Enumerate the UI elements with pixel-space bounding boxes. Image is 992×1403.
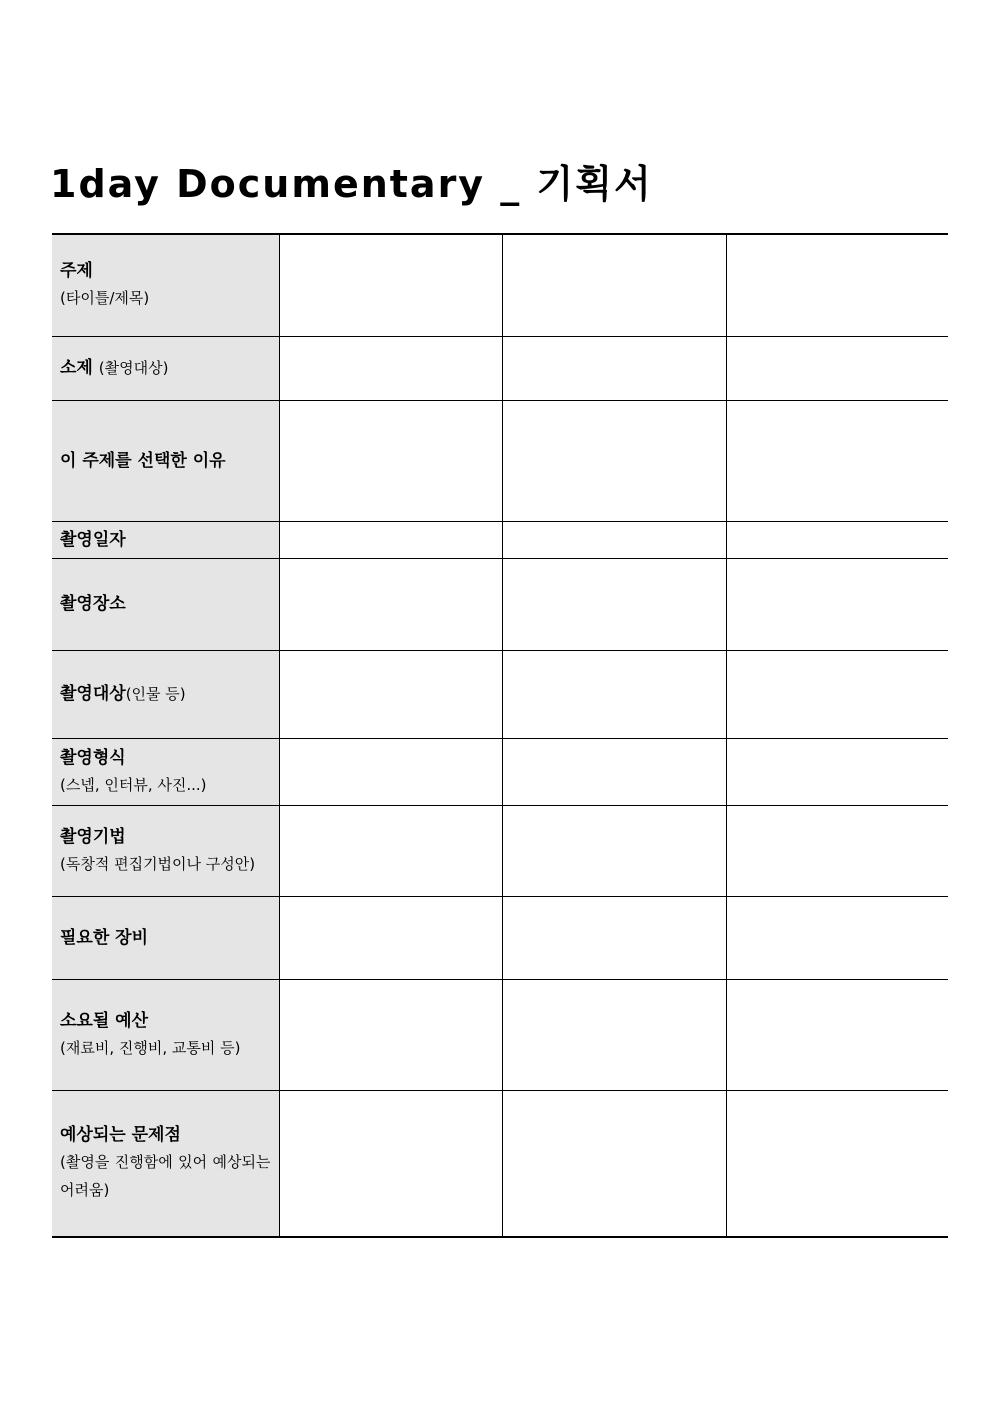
label-problems (52, 1090, 279, 1237)
cell-subtopic-2[interactable] (502, 336, 726, 400)
cell-equipment-2[interactable] (502, 896, 726, 979)
cell-subject-1[interactable] (279, 650, 502, 738)
cell-format-2[interactable] (502, 738, 726, 805)
label-topic-main: 주제 (60, 261, 93, 282)
row-format (52, 738, 948, 805)
label-problems-sub: (촬영을 진행함에 있어 예상되는 어려움) (60, 1153, 271, 1200)
row-budget (52, 979, 948, 1090)
label-subject-main: 촬영대상 (60, 684, 126, 704)
label-topic-sub: (타이틀/제목) (60, 289, 150, 308)
row-problems (52, 1090, 948, 1237)
row-equipment (52, 896, 948, 979)
cell-problems-2[interactable] (502, 1090, 726, 1237)
cell-equipment-3[interactable] (726, 896, 948, 979)
cell-reason-1[interactable] (279, 400, 502, 521)
label-budget (52, 979, 279, 1090)
label-technique (52, 805, 279, 896)
label-format-sub: (스넵, 인터뷰, 사진...) (60, 775, 207, 794)
label-location-main: 촬영장소 (60, 594, 126, 614)
cell-subject-3[interactable] (726, 650, 948, 738)
cell-subtopic-3[interactable] (726, 336, 948, 400)
label-shoot-date-main: 촬영일자 (60, 529, 126, 550)
cell-reason-3[interactable] (726, 400, 948, 521)
label-reason-main: 이 주제를 선택한 이유 (60, 450, 226, 471)
cell-equipment-1[interactable] (279, 896, 502, 979)
cell-location-2[interactable] (502, 558, 726, 650)
cell-shoot-date-1[interactable] (279, 521, 502, 558)
row-technique (52, 805, 948, 896)
cell-budget-2[interactable] (502, 979, 726, 1090)
cell-subtopic-1[interactable] (279, 336, 502, 400)
cell-format-3[interactable] (726, 738, 948, 805)
cell-problems-3[interactable] (726, 1090, 948, 1237)
label-budget-sub: (재료비, 진행비, 교통비 등) (60, 1038, 241, 1057)
label-budget-main: 소요될 예산 (60, 1010, 149, 1031)
cell-technique-2[interactable] (502, 805, 726, 896)
cell-technique-3[interactable] (726, 805, 948, 896)
row-reason (52, 400, 948, 521)
label-technique-sub: (독창적 편집기법이나 구성안) (60, 854, 256, 873)
cell-topic-3[interactable] (726, 234, 948, 336)
planning-table (52, 233, 948, 1238)
label-subtopic-sub: (촬영대상) (98, 359, 169, 377)
label-technique-main: 촬영기법 (60, 826, 126, 847)
row-shoot-date (52, 521, 948, 558)
label-shoot-date (52, 521, 279, 558)
label-reason (52, 400, 279, 521)
cell-shoot-date-3[interactable] (726, 521, 948, 558)
label-topic (52, 234, 279, 336)
cell-budget-1[interactable] (279, 979, 502, 1090)
row-subject (52, 650, 948, 738)
cell-problems-1[interactable] (279, 1090, 502, 1237)
label-format-main: 촬영형식 (60, 747, 126, 768)
label-equipment-main: 필요한 장비 (60, 927, 149, 948)
cell-location-1[interactable] (279, 558, 502, 650)
label-problems-main: 예상되는 문제점 (60, 1125, 181, 1146)
label-location (52, 558, 279, 650)
cell-topic-2[interactable] (502, 234, 726, 336)
cell-location-3[interactable] (726, 558, 948, 650)
row-subtopic (52, 336, 948, 400)
label-subtopic-main: 소제 (60, 358, 93, 378)
cell-budget-3[interactable] (726, 979, 948, 1090)
cell-reason-2[interactable] (502, 400, 726, 521)
label-subject (52, 650, 279, 738)
cell-subject-2[interactable] (502, 650, 726, 738)
cell-topic-1[interactable] (279, 234, 502, 336)
label-format (52, 738, 279, 805)
document-title: 1day Documentary _ 기획서 (50, 162, 653, 206)
label-equipment (52, 896, 279, 979)
label-subtopic (52, 336, 279, 400)
row-location (52, 558, 948, 650)
row-topic (52, 234, 948, 336)
cell-format-1[interactable] (279, 738, 502, 805)
cell-technique-1[interactable] (279, 805, 502, 896)
label-subject-sub: (인물 등) (125, 685, 186, 703)
cell-shoot-date-2[interactable] (502, 521, 726, 558)
